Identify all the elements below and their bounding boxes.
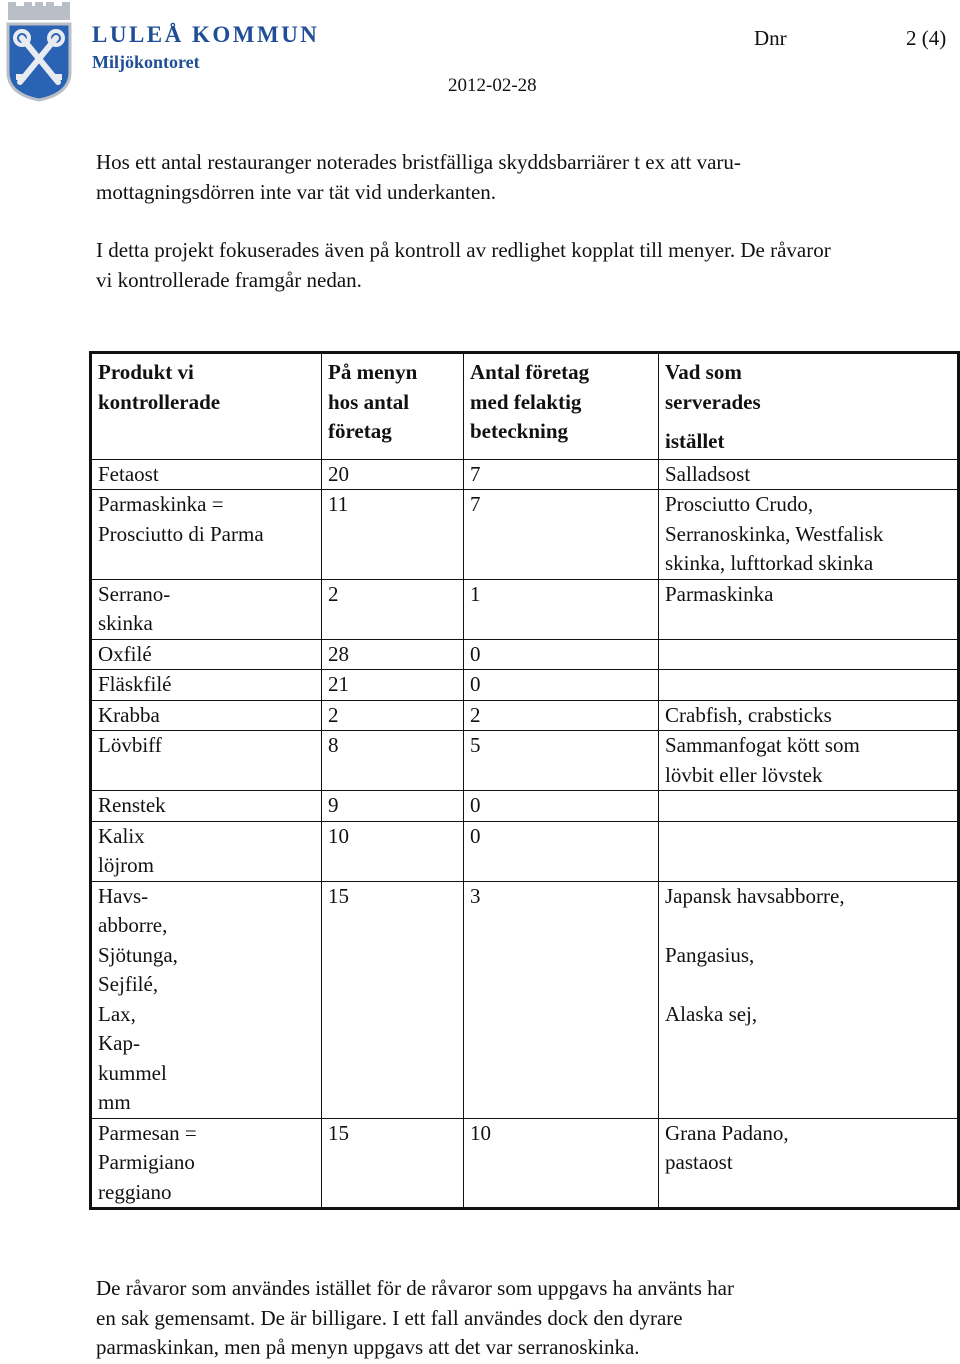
table-row [91, 791, 959, 822]
cell-menu-count: 2 [322, 700, 464, 731]
cell-product: Lövbiff [91, 731, 322, 791]
cell-served-instead: Crabfish, crabsticks [659, 700, 959, 731]
text-line: parmaskinkan, men på menyn uppgavs att det var serranoskinka. [96, 1335, 640, 1359]
table-row [91, 670, 959, 701]
header-product: Produkt vi kontrollerade [91, 353, 322, 460]
cell-wrong-count: 3 [464, 881, 659, 1118]
cell-served-instead: Parmaskinka [659, 579, 959, 639]
cell-menu-count: 15 [322, 881, 464, 1118]
cell-wrong-count: 0 [464, 791, 659, 822]
cell-menu-count: 20 [322, 459, 464, 490]
header-on-menu: På menyn hos antal företag [322, 353, 464, 460]
document-date: 2012-02-28 [448, 75, 537, 96]
cell-wrong-count: 0 [464, 639, 659, 670]
cell-product: Havs- abborre, Sjötunga, Sejfilé, Lax, Kap- kummel mm [91, 881, 322, 1118]
products-table [89, 351, 960, 1210]
cell-wrong-count: 0 [464, 821, 659, 881]
cell-served-instead: Salladsost [659, 459, 959, 490]
cell-served-instead [659, 639, 959, 670]
cell-wrong-count: 5 [464, 731, 659, 791]
table-row [91, 579, 959, 639]
cell-product: Parmesan = Parmigiano reggiano [91, 1118, 322, 1209]
cell-product: Kalix löjrom [91, 821, 322, 881]
cell-menu-count: 28 [322, 639, 464, 670]
cell-menu-count: 9 [322, 791, 464, 822]
cell-product: Fetaost [91, 459, 322, 490]
cell-menu-count: 10 [322, 821, 464, 881]
cell-menu-count: 15 [322, 1118, 464, 1209]
cell-product: Fläskfilé [91, 670, 322, 701]
cell-product: Renstek [91, 791, 322, 822]
text-line: I detta projekt fokuserades även på kontroll av redlighet kopplat till menyer. De råvaror [96, 238, 831, 262]
cell-wrong-count: 2 [464, 700, 659, 731]
cell-served-instead [659, 791, 959, 822]
organization-name: LULEÅ KOMMUN [92, 22, 320, 47]
cell-wrong-count: 1 [464, 579, 659, 639]
table-row [91, 881, 959, 1118]
cell-menu-count: 11 [322, 490, 464, 580]
page-number: 2 (4) [906, 26, 947, 50]
text-line: Hos ett antal restauranger noterades bristfälliga skyddsbarriärer t ex att varu- [96, 150, 741, 174]
closing-paragraph [96, 1274, 936, 1363]
table-header-row [91, 353, 959, 460]
cell-served-instead: Japansk havsabborre, Pangasius, Alaska sej, [659, 881, 959, 1118]
table-row [91, 731, 959, 791]
intro-paragraph-1 [96, 148, 936, 207]
header-wrong-labeling: Antal företag med felaktig beteckning [464, 353, 659, 460]
cell-product: Krabba [91, 700, 322, 731]
dnr-label: Dnr [754, 26, 787, 50]
text-line: mottagningsdörren inte var tät vid underkanten. [96, 179, 497, 204]
cell-wrong-count: 7 [464, 459, 659, 490]
table-row [91, 639, 959, 670]
cell-product: Parmaskinka = Prosciutto di Parma [91, 490, 322, 580]
text-line: De råvaror som användes istället för de råvaror som uppgavs ha använts har [96, 1276, 734, 1300]
table-row [91, 459, 959, 490]
cell-product: Oxfilé [91, 639, 322, 670]
cell-menu-count: 21 [322, 670, 464, 701]
table-row [91, 490, 959, 580]
cell-product: Serrano- skinka [91, 579, 322, 639]
lulea-coat-of-arms-icon [4, 2, 74, 102]
department-name: Miljökontoret [92, 52, 200, 72]
cell-wrong-count: 7 [464, 490, 659, 580]
table-row [91, 700, 959, 731]
cell-menu-count: 2 [322, 579, 464, 639]
cell-served-instead: Grana Padano, pastaost [659, 1118, 959, 1209]
text-line: vi kontrollerade framgår nedan. [96, 267, 362, 292]
table-row [91, 821, 959, 881]
text-line: en sak gemensamt. De är billigare. I ett fall användes dock den dyrare [96, 1305, 683, 1330]
cell-served-instead: Sammanfogat kött som lövbit eller lövstek [659, 731, 959, 791]
cell-served-instead: Prosciutto Crudo, Serranoskinka, Westfalisk skinka, lufttorkad skinka [659, 490, 959, 580]
cell-served-instead [659, 670, 959, 701]
table-row [91, 1118, 959, 1209]
cell-served-instead [659, 821, 959, 881]
header-served-instead: Vad som serverades istället [659, 353, 959, 460]
cell-menu-count: 8 [322, 731, 464, 791]
intro-paragraph-2 [96, 236, 936, 295]
cell-wrong-count: 0 [464, 670, 659, 701]
cell-wrong-count: 10 [464, 1118, 659, 1209]
